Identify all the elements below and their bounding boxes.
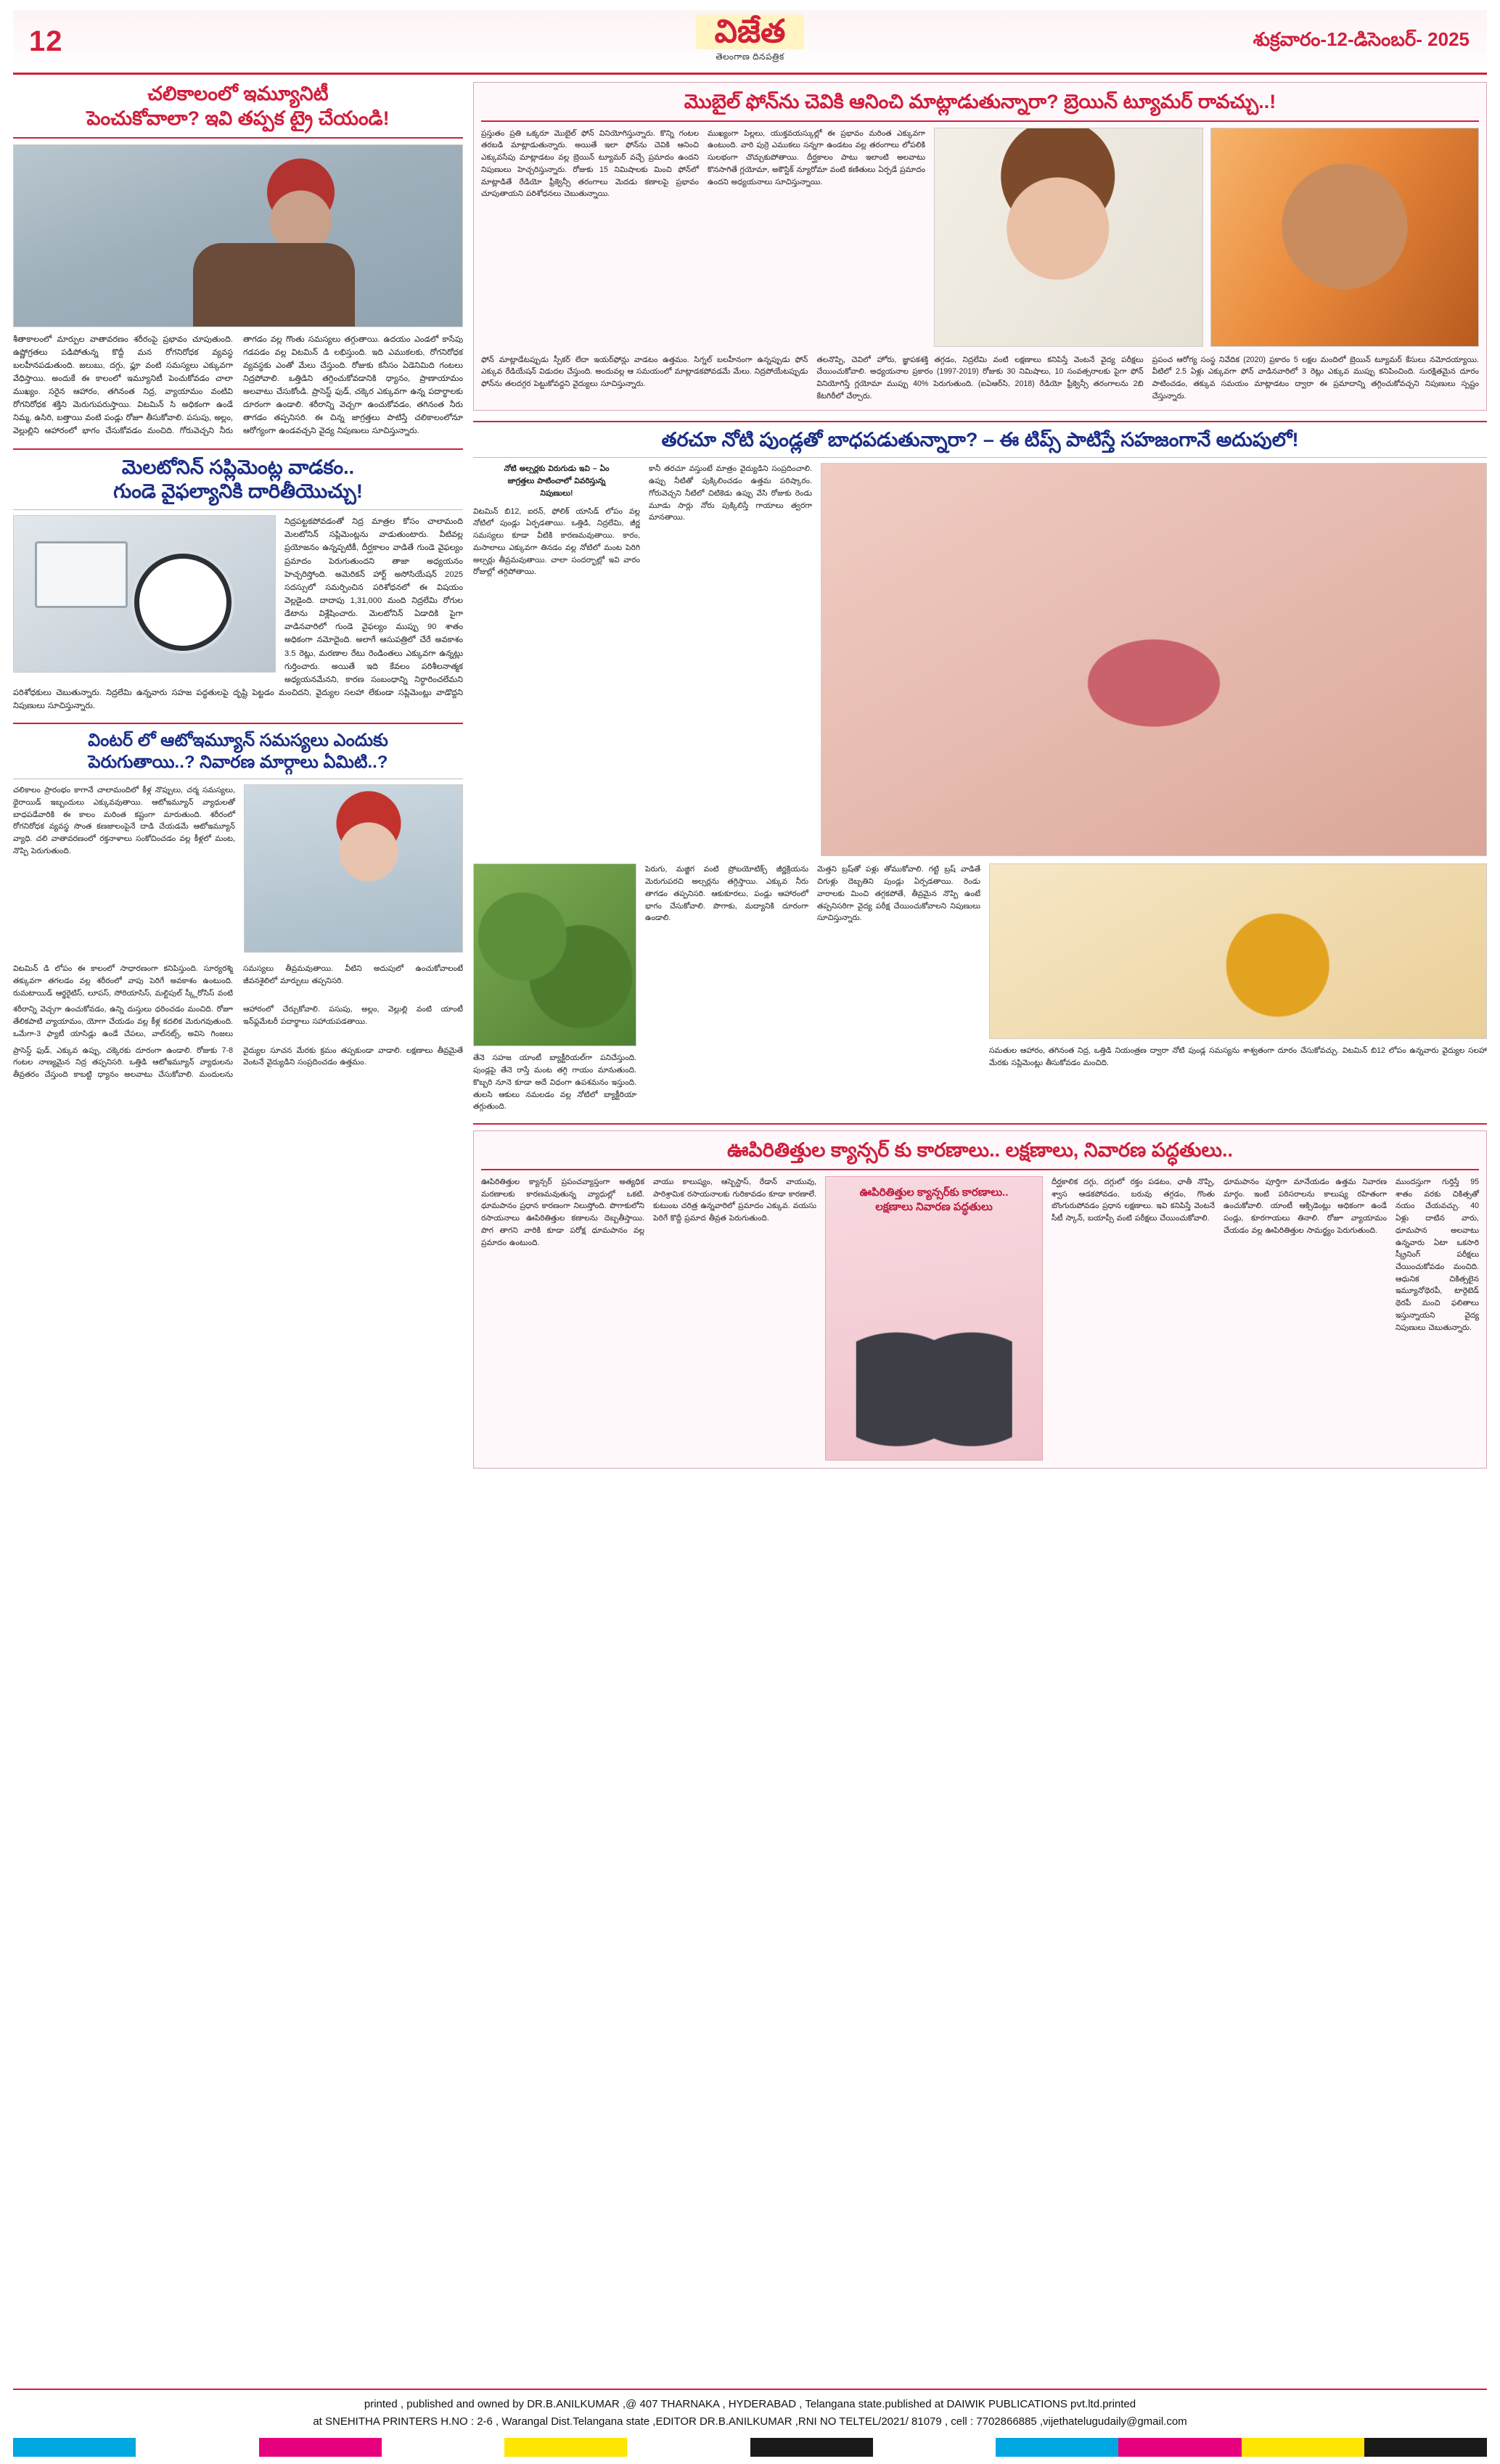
- article-melatonin: [13, 456, 463, 713]
- autoimmune-body-col1: చలికాలం ప్రారంభం కాగానే చాలామందిలో కీళ్ల నొప్పులు, చర్మ సమస్యలు, థైరాయిడ్ ఇబ్బందులు ఎక్కువవుతాయి. ఆటోఇమ్యూన్ వ్యాధులతో బాధపడేవారికి ఈ కాలం మరింత కష్టంగా మారుతుంది. శరీరంలో రోగనిరోధక వ్యవస్థ సొంత కణజాలంపైనే దాడి చేయడమే ఆటోఇమ్యూన్ వ్యాధి. చలి వాతావరణంలో రక్తనాళాలు సంకోచించడం వల్ల కీళ్లలో మంట, నొప్పి పెరుగుతుంది.: [13, 786, 235, 855]
- mouth-ulcer-subhead-line3: నిపుణులు!: [540, 488, 573, 498]
- lung-cancer-body-col2: వాయు కాలుష్యం, ఆస్బెస్టాస్, రేడాన్ వాయువు, పారిశ్రామిక రసాయనాలకు గురికావడం కూడా కారణాలే. కుటుంబ చరిత్ర ఉన్నవారిలో ప్రమాదం ఎక్కువ. వయసు పెరిగే కొద్దీ ప్రమాద తీవ్రత పెరుగుతుంది.: [653, 1177, 816, 1223]
- lung-cancer-body-col4: ధూమపానం పూర్తిగా మానేయడం ఉత్తమ నివారణ మార్గం. ఇంటి పరిసరాలను కాలుష్య రహితంగా ఉంచుకోవాలి. యాంటీ ఆక్సిడెంట్లు అధికంగా ఉండే పండ్లు, కూరగాయలు తినాలి. రోజూ వ్యాయామం చేయడం వల్ల ఊపిరితిత్తుల సామర్థ్యం పెరుగుతుంది.: [1224, 1177, 1387, 1235]
- autoimmune-headline-line1: వింటర్ లో ఆటోఇమ్యూన్ సమస్యలు ఎందుకు: [88, 731, 388, 751]
- page-content: [13, 82, 1487, 2375]
- color-bar-cyan: [13, 2438, 136, 2457]
- color-bar-gap-3: [627, 2438, 750, 2457]
- logo-subtitle: తెలంగాణ దినపత్రిక: [716, 52, 784, 62]
- lips-mouth-ulcer-photo: [821, 463, 1487, 856]
- lungs-caption-line1: ఊపిరితిత్తుల క్యాన్సర్‌కు కారణాలు..: [859, 1186, 1009, 1199]
- mobile-brain-body-col5: ప్రపంచ ఆరోగ్య సంస్థ నివేదిక (2020) ప్రకారం 5 లక్షల మందిలో బ్రెయిన్ ట్యూమర్ కేసులు నమోదయ్యాయి. వీటిలో 2.5 ఏళ్లు ఎక్కువగా ఫోన్ వాడినవారిలో 3 రెట్లు ఎక్కువ ముప్పు కనిపించింది. సురక్షితమైన దూరం పాటించడం, తక్కువ సమయం మాట్లాడటం ద్వారా ఈ ప్రమాదాన్ని తగ్గించుకోవచ్చని నిపుణులు స్పష్టం చేస్తున్నారు.: [1152, 355, 1479, 401]
- mobile-brain-body-col4: తలనొప్పి, చెవిలో హోరు, జ్ఞాపకశక్తి తగ్గడం, నిద్రలేమి వంటి లక్షణాలు కనిపిస్తే వెంటనే వైద్య పరీక్షలు చేయించుకోవాలి. అధ్యయనాల ప్రకారం (1997-2019) రోజుకు 30 నిమిషాలు, 10 సంవత్సరాలకు పైగా ఫోన్ వినియోగిస్తే గ్లయోమా ముప్పు 40% పెరుగుతుంది. (ఐఏఆర్‌సి, 2018) రేడియో ఫ్రీక్వెన్సీ తరంగాలను 2బి కేటగిరీలో చేర్చారు.: [816, 355, 1144, 401]
- man-on-phone-photo: [1210, 128, 1480, 347]
- tulsi-leaves-photo: [473, 863, 636, 1046]
- melatonin-body: నిద్రపట్టకపోవడంతో నిద్ర మాత్రల కోసం చాలామంది మెలటోనిన్ సప్లిమెంట్లను వాడుతుంటారు. వీటివల్ల ప్రయోజనం ఉన్నప్పటికీ, దీర్ఘకాలం వాడితే గుండె వైఫల్యం ప్రమాదం పెరుగుతుందని తాజా అధ్యయనం హెచ్చరిస్తోంది. అమెరికన్ హార్ట్ అసోసియేషన్ 2025 సదస్సులో సమర్పించిన పరిశోధనలో ఈ విషయం వెల్లడైంది. దాదాపు 1,31,000 మంది నిద్రలేమి రోగుల డేటాను విశ్లేషించారు. మెలటోనిన్ ఏడాదికి పైగా వాడినవారిలో గుండె వైఫల్యం ముప్పు 90 శాతం అధికంగా నమోదైంది. అలాగే ఆసుపత్రిలో చేరే అవకాశం 3.5 రెట్లు, మరణాల రేటు రెండింతలు ఎక్కువగా ఉన్నట్లు గుర్తించారు. అయితే ఇది కేవలం పరిశీలనాత్మక అధ్యయనమేనని, కారణ సంబంధాన్ని నిర్ధారించలేమని పరిశోధకులు చెబుతున్నారు. నిద్రలేమి ఉన్నవారు సహజ పద్ధతులపై దృష్టి పెట్టడం మంచిదని, వైద్యుల సలహా లేకుండా సప్లిమెంట్లు వాడొద్దని నిపుణులు సూచిస్తున్నారు.: [13, 517, 463, 711]
- autoimmune-headline-line2: పెరుగుతాయి..? నివారణ మార్గాలు ఏమిటి..?: [88, 752, 388, 773]
- lung-cancer-body-col3: దీర్ఘకాలిక దగ్గు, దగ్గులో రక్తం పడటం, ఛాతీ నొప్పి, శ్వాస ఆడకపోవడం, బరువు తగ్గడం, గొంతు బొంగురుపోవడం ప్రధాన లక్షణాలు. ఇవి కనిపిస్తే వెంటనే సీటీ స్కాన్, బయాప్సీ వంటి పరీక్షలు చేయించుకోవాలి.: [1052, 1177, 1215, 1223]
- mobile-brain-body-col2: ముఖ్యంగా పిల్లలు, యుక్తవయస్కుల్లో ఈ ప్రభావం మరింత ఎక్కువగా ఉంటుంది. వారి పుర్రె ఎముకలు సన్నగా ఉండటం వల్ల తరంగాలు లోపలికి సులభంగా చొచ్చుకుపోతాయి. దీర్ఘకాలం పాటు ఇలాంటి అలవాటు కొనసాగితే గ్లయోమా, అకౌస్టిక్ న్యూరోమా వంటి కణితులు ఏర్పడే ప్రమాదం ఉందని అధ్యయనాలు సూచిస్తున్నాయి.: [708, 128, 925, 186]
- mobile-brain-headline: మొబైల్ ఫోన్‌ను చెవికి ఆనించి మాట్లాడుతున్నారా? బ్రెయిన్ ట్యూమర్ రావచ్చు..!: [684, 91, 1276, 112]
- page-footer: [13, 2389, 1487, 2457]
- lung-cancer-body-col5: ముందస్తుగా గుర్తిస్తే 95 శాతం వరకు చికిత్సతో నయం చేయవచ్చు. 40 ఏళ్లు దాటిన వారు, ధూమపాన అలవాటు ఉన్నవారు ఏటా ఒకసారి స్క్రీనింగ్ పరీక్షలు చేయించుకోవడం మంచిది. ఆధునిక చికిత్సలైన ఇమ్యూనోథెరపీ, టార్గెటెడ్ థెరపీ మంచి ఫలితాలు ఇస్తున్నాయని వైద్య నిపుణులు చెబుతున్నారు.: [1396, 1177, 1479, 1332]
- immunity-body: శీతాకాలంలో మార్పుల వాతావరణం శరీరంపై ప్రభావం చూపుతుంది. ఉష్ణోగ్రతలు పడిపోతున్న కొద్దీ మన రోగనిరోధక వ్యవస్థ బలహీనపడుతుంది. జలుబు, దగ్గు, ఫ్లూ వంటి సమస్యలు ఎక్కువగా వేధిస్తాయి. అందుకే ఈ కాలంలో ఇమ్యూనిటీ పెంచుకోవడం చాలా ముఖ్యం. సరైన ఆహారం, తగినంత నిద్ర, వ్యాయామం వంటివి రోగనిరోధక శక్తిని మెరుగుపరుస్తాయి. విటమిన్ సి అధికంగా ఉండే నిమ్మ, ఉసిరి, బత్తాయి వంటి పండ్లు రోజూ తీసుకోవాలి. పసుపు, అల్లం, వెల్లుల్లిని ఆహారంలో భాగం చేసుకోవడం మంచిది. గోరువెచ్చని నీరు తాగడం వల్ల గొంతు సమస్యలు తగ్గుతాయి. ఉదయం ఎండలో కాసేపు గడపడం వల్ల విటమిన్ డి లభిస్తుంది. ఇది ఎముకలకు, రోగనిరోధక వ్యవస్థకు ఎంతో మేలు చేస్తుంది. రోజుకు కనీసం ఏడెనిమిది గంటలు నిద్రపోవాలి. ఒత్తిడిని తగ్గించుకోవడానికి ధ్యానం, ప్రాణాయామం అలవాటు చేసుకోండి. ప్రాసెస్డ్ ఫుడ్, చక్కెర ఎక్కువగా ఉన్న పదార్థాలకు దూరంగా ఉండాలి. శరీరాన్ని వెచ్చగా ఉంచుకోవడం, తగినంత నీరు తాగడం తప్పనిసరి. ఈ చిన్న జాగ్రత్తలు పాటిస్తే చలికాలంలోనూ ఆరోగ్యంగా ఉండవచ్చని వైద్య నిపుణులు సూచిస్తున్నారు.: [13, 334, 463, 436]
- mouth-ulcer-subhead-line1: నోటి అల్సర్లకు విరుగుడు ఇవి – ఏం: [504, 464, 610, 474]
- snow-woman-photo: [244, 784, 463, 953]
- issue-date: శుక్రవారం-12-డిసెంబర్- 2025: [1253, 28, 1470, 50]
- mouth-ulcer-body-col4: పెరుగు, మజ్జిగ వంటి ప్రోబయోటిక్స్ జీర్ణక్రియను మెరుగుపరచి అల్సర్లను తగ్గిస్తాయి. ఎక్కువ నీరు తాగడం తప్పనిసరి. ఆకుకూరలు, పండ్లు ఆహారంలో భాగం చేసుకోవాలి. పొగాకు, మద్యానికి దూరంగా ఉండాలి.: [645, 865, 808, 923]
- melatonin-headline-line1: మెలటోనిన్ సప్లిమెంట్ల వాడకం..: [121, 456, 355, 478]
- honey-dipper-photo: [989, 863, 1487, 1039]
- footer-imprint-line1: printed , published and owned by DR.B.ANILKUMAR ,@ 407 THARNAKA , HYDERABAD , Telangana state.published at DAIWIK PUBLICATIONS pvt.ltd.printed: [364, 2398, 1136, 2410]
- article-autoimmune: [13, 730, 463, 1081]
- lungs-caption-line2: లక్షణాలు నివారణ పద్ధతులు: [875, 1201, 993, 1214]
- color-bar-black: [750, 2438, 873, 2457]
- masthead: [13, 10, 1487, 75]
- lungs-illustration: [825, 1176, 1043, 1461]
- melatonin-clock-photo: [13, 515, 276, 673]
- mobile-brain-body-col3: ఫోన్ మాట్లాడేటప్పుడు స్పీకర్ లేదా ఇయర్‌ఫోన్లు వాడటం ఉత్తమం. సిగ్నల్ బలహీనంగా ఉన్నప్పుడు ఫోన్ ఎక్కువ రేడియేషన్ విడుదల చేస్తుంది. అందువల్ల ఆ సమయంలో మాట్లాడకపోవడమే మేలు. నిద్రపోయేటప్పుడు ఫోన్‌ను తలదగ్గర పెట్టుకోవద్దని వైద్యులు సూచిస్తున్నారు.: [481, 355, 808, 389]
- color-bar-yellow-2: [1242, 2438, 1364, 2457]
- lung-cancer-body-col1: ఊపిరితిత్తుల క్యాన్సర్ ప్రపంచవ్యాప్తంగా అత్యధిక మరణాలకు కారణమవుతున్న వ్యాధుల్లో ఒకటి. ధూమపానం ప్రధాన కారణంగా నిలుస్తోంది. పొగాకులోని రసాయనాలు ఊపిరితిత్తుల కణాలను దెబ్బతీస్తాయి. పొగ తాగని వారికి కూడా పరోక్ష ధూమపానం వల్ల ప్రమాదం ఉంటుంది.: [481, 1177, 644, 1247]
- autoimmune-body-col4: ప్రాసెస్డ్ ఫుడ్, ఎక్కువ ఉప్పు, చక్కెరకు దూరంగా ఉండాలి. రోజుకు 7-8 గంటల నాణ్యమైన నిద్ర తప్పనిసరి. ఒత్తిడి ఆటోఇమ్యూన్ వ్యాధులను తీవ్రతరం చేస్తుంది కాబట్టి ధ్యానం అలవాటు చేసుకోవాలి. మందులను వైద్యుల సూచన మేరకు క్రమం తప్పకుండా వాడాలి. లక్షణాలు తీవ్రమైతే వెంటనే వైద్యుడిని సంప్రదించడం ఉత్తమం.: [13, 1046, 463, 1080]
- winter-woman-photo: [13, 144, 463, 327]
- woman-on-phone-photo: [934, 128, 1203, 347]
- newspaper-logo: [696, 15, 805, 64]
- color-bar-gap-4: [873, 2438, 996, 2457]
- mouth-ulcer-subhead-line2: జాగ్రత్తలు పాటించాలో వివరిస్తున్న: [507, 477, 606, 486]
- color-bar-magenta: [259, 2438, 382, 2457]
- mouth-ulcer-body-col5: మెత్తని బ్రష్‌తో పళ్లు తోముకోవాలి. గట్టి బ్రష్ వాడితే చిగుళ్లు దెబ్బతిని పుండ్లు ఏర్పడతాయి. రెండు వారాలకు మించి తగ్గకపోతే, తీవ్రమైన నొప్పి ఉంటే తప్పనిసరిగా వైద్య పరీక్ష చేయించుకోవాలని నిపుణులు సూచిస్తున్నారు.: [817, 865, 980, 923]
- color-bar-yellow: [504, 2438, 627, 2457]
- mouth-ulcer-body-col1: విటమిన్ బి12, ఐరన్, ఫోలిక్ యాసిడ్ లోపం వల్ల నోటిలో పుండ్లు ఏర్పడతాయి. ఒత్తిడి, నిద్రలేమి, జీర్ణ సమస్యలు కూడా వీటికి కారణమవుతాయి. కారం, మసాలాలు ఎక్కువగా తినడం వల్ల నోటిలో మంట పెరిగి అల్సర్లు తీవ్రమవుతాయి. చాలా సందర్భాల్లో ఇవి వారం రోజుల్లో తగ్గిపోతాయి.: [473, 506, 640, 577]
- immunity-headline-line1: చలికాలంలో ఇమ్యూనిటీ: [147, 83, 329, 104]
- mouth-ulcer-body-col6: సమతుల ఆహారం, తగినంత నిద్ర, ఒత్తిడి నియంత్రణ ద్వారా నోటి పుండ్ల సమస్యను శాశ్వతంగా దూరం చేసుకోవచ్చు. విటమిన్ బి12 లోపం ఉన్నవారు వైద్యుల సలహా మేరకు సప్లిమెంట్లు తీసుకోవడం మంచిది.: [989, 1046, 1487, 1068]
- article-lung-cancer: [473, 1130, 1487, 1469]
- mobile-brain-body-col1: ప్రస్తుతం ప్రతి ఒక్కరూ మొబైల్ ఫోన్ వినియోగిస్తున్నారు. కొన్ని గంటల తరబడి మాట్లాడుతున్నారు. అయితే ఇలా ఫోన్‌ను చెవికి ఆనించి ఎక్కువసేపు మాట్లాడటం వల్ల బ్రెయిన్ ట్యూమర్ వచ్చే ప్రమాదం ఉందని నిపుణులు హెచ్చరిస్తున్నారు. రోజుకు 15 నిమిషాలకు మించి ఫోన్‌లో మాట్లాడితే రేడియో ఫ్రీక్వెన్సీ తరంగాలు మెదడు కణాలపై ప్రభావం చూపుతాయని పరిశోధనలు చెబుతున్నాయి.: [481, 128, 699, 199]
- mouth-ulcer-body-col3: తేనె సహజ యాంటీ బ్యాక్టీరియల్‌గా పనిచేస్తుంది. పుండ్లపై తేనె రాస్తే మంట తగ్గి గాయం మానుతుంది. కొబ్బరి నూనె కూడా అదే విధంగా ఉపశమనం ఇస్తుంది. తులసి ఆకులు నమలడం వల్ల నోటిలో బ్యాక్టీరియా తగ్గుతుంది.: [473, 1054, 636, 1112]
- autoimmune-body-col2: విటమిన్ డి లోపం ఈ కాలంలో సాధారణంగా కనిపిస్తుంది. సూర్యరశ్మి తక్కువగా తగలడం వల్ల శరీరంలో వాపు పెరిగే అవకాశం ఉంటుంది. రుమటాయిడ్ ఆర్థరైటిస్, లూపస్, సోరియాసిస్, మల్టిపుల్ స్క్లీరోసిస్ వంటి సమస్యలు తీవ్రమవుతాయి. వీటిని అదుపులో ఉంచుకోవాలంటే జీవనశైలిలో మార్పులు తప్పనిసరి.: [13, 964, 463, 998]
- footer-imprint-line2: at SNEHITHA PRINTERS H.NO : 2-6 , Warangal Dist.Telangana state ,EDITOR DR.B.ANILKUMAR ,RNI NO TELTEL/2021/ 81079 , cell : 7702866885 ,vijethatelugudaily@gmail.com: [313, 2415, 1187, 2428]
- color-bar-magenta-2: [1118, 2438, 1241, 2457]
- lungs-shape: [856, 1301, 1012, 1448]
- page-number: 12: [29, 25, 63, 57]
- article-mouth-ulcer: [473, 428, 1487, 1113]
- immunity-headline-line2: పెంచుకోవాలా? ఇవి తప్పక ట్రై చేయండి!: [86, 107, 390, 129]
- left-column: [13, 82, 463, 2375]
- melatonin-headline-line2: గుండె వైఫల్యానికి దారితీయొచ్చు!: [113, 480, 363, 503]
- logo-title: విజేత: [696, 15, 805, 49]
- autoimmune-body-col3: శరీరాన్ని వెచ్చగా ఉంచుకోవడం, ఉన్ని దుస్తులు ధరించడం మంచిది. రోజూ తేలికపాటి వ్యాయామం, యోగా చేయడం వల్ల కీళ్ల కదలిక మెరుగవుతుంది. ఒమేగా-3 ఫ్యాటీ యాసిడ్లు ఉండే చేపలు, వాల్‌నట్స్, అవిసె గింజలు ఆహారంలో చేర్చుకోవాలి. పసుపు, అల్లం, వెల్లుల్లి వంటి యాంటీ ఇన్‌ఫ్లమేటరీ పదార్థాలు సహాయపడతాయి.: [13, 1005, 463, 1038]
- article-immunity: [13, 82, 463, 438]
- color-bar-gap-1: [136, 2438, 258, 2457]
- color-bar-cyan-2: [996, 2438, 1118, 2457]
- lung-cancer-headline: ఊపిరితిత్తుల క్యాన్సర్ కు కారణాలు.. లక్షణాలు, నివారణ పద్ధతులు..: [727, 1139, 1233, 1162]
- mouth-ulcer-body-col2: కానీ తరచూ వస్తుంటే మాత్రం వైద్యుడిని సంప్రదించాలి. ఉప్పు నీటితో పుక్కిలించడం ఉత్తమ పరిష్కారం. గోరువెచ్చని నీటిలో చిటికెడు ఉప్పు వేసి రోజుకు రెండు మూడు సార్లు నోరు పుక్కిలిస్తే గాయాలు త్వరగా మానతాయి.: [649, 464, 812, 522]
- mouth-ulcer-headline: తరచూ నోటి పుండ్లతో బాధపడుతున్నారా? – ఈ టిప్స్ పాటిస్తే సహజంగానే అదుపులో!: [661, 428, 1299, 451]
- article-mobile-brain: [473, 82, 1487, 411]
- color-bar-black-2: [1364, 2438, 1487, 2457]
- color-bar-gap-2: [382, 2438, 504, 2457]
- cmyk-color-bar: [13, 2438, 1487, 2457]
- right-column: [473, 82, 1487, 2375]
